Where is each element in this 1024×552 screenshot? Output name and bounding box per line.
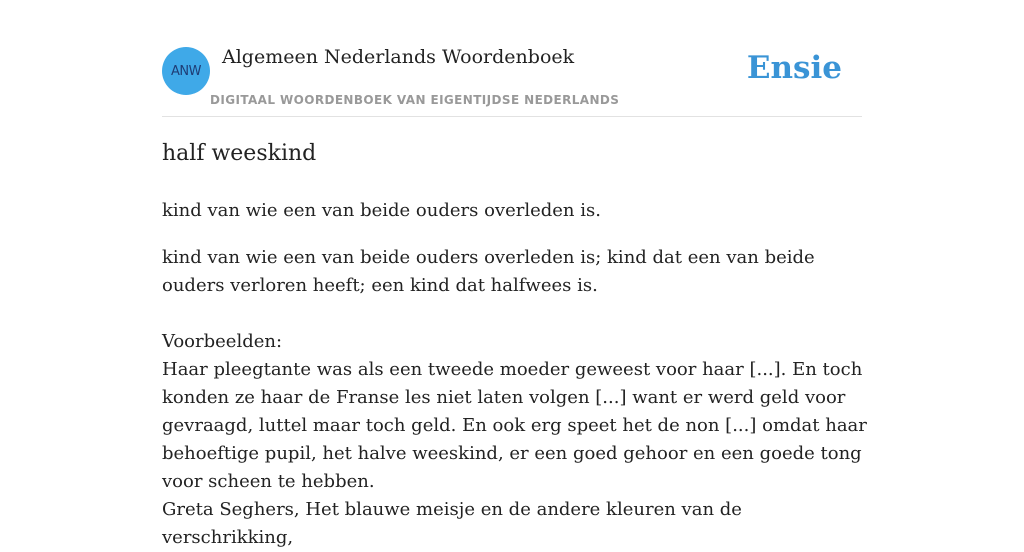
ensie-brand-logo[interactable]: Ensie bbox=[746, 50, 842, 86]
entry-headword: half weeskind bbox=[162, 141, 317, 166]
example-text: Haar pleegtante was als een tweede moeder geweest voor haar [...]. En toch konden ze haar de Franse les niet laten volgen [...] want er werd geld voor gevraagd, luttel maar toch geld. En ook erg speet het de non [...] omdat haar behoeftige pupil, het halve weeskind, er een goed gehoor en een goede tong voor scheen te hebben. bbox=[162, 359, 867, 492]
dictionary-subtitle: DIGITAAL WOORDENBOEK VAN EIGENTIJDSE NEDERLANDS bbox=[210, 93, 620, 107]
spacer bbox=[162, 300, 867, 328]
anw-logo[interactable] bbox=[162, 47, 210, 95]
site-header bbox=[162, 0, 862, 117]
example-source: Greta Seghers, Het blauwe meisje en de andere kleuren van de verschrikking, bbox=[162, 499, 742, 548]
long-definition: kind van wie een van beide ouders overleden is; kind dat een van beide ouders verloren heeft; een kind dat halfwees is. bbox=[162, 247, 815, 296]
entry-content bbox=[162, 138, 867, 552]
logo-text: ANW bbox=[171, 63, 201, 79]
examples-label: Voorbeelden: bbox=[162, 331, 283, 352]
short-definition: kind van wie een van beide ouders overleden is. bbox=[162, 200, 601, 221]
dictionary-title[interactable]: Algemeen Nederlands Woordenboek bbox=[222, 46, 575, 68]
long-definition-block bbox=[162, 244, 867, 552]
